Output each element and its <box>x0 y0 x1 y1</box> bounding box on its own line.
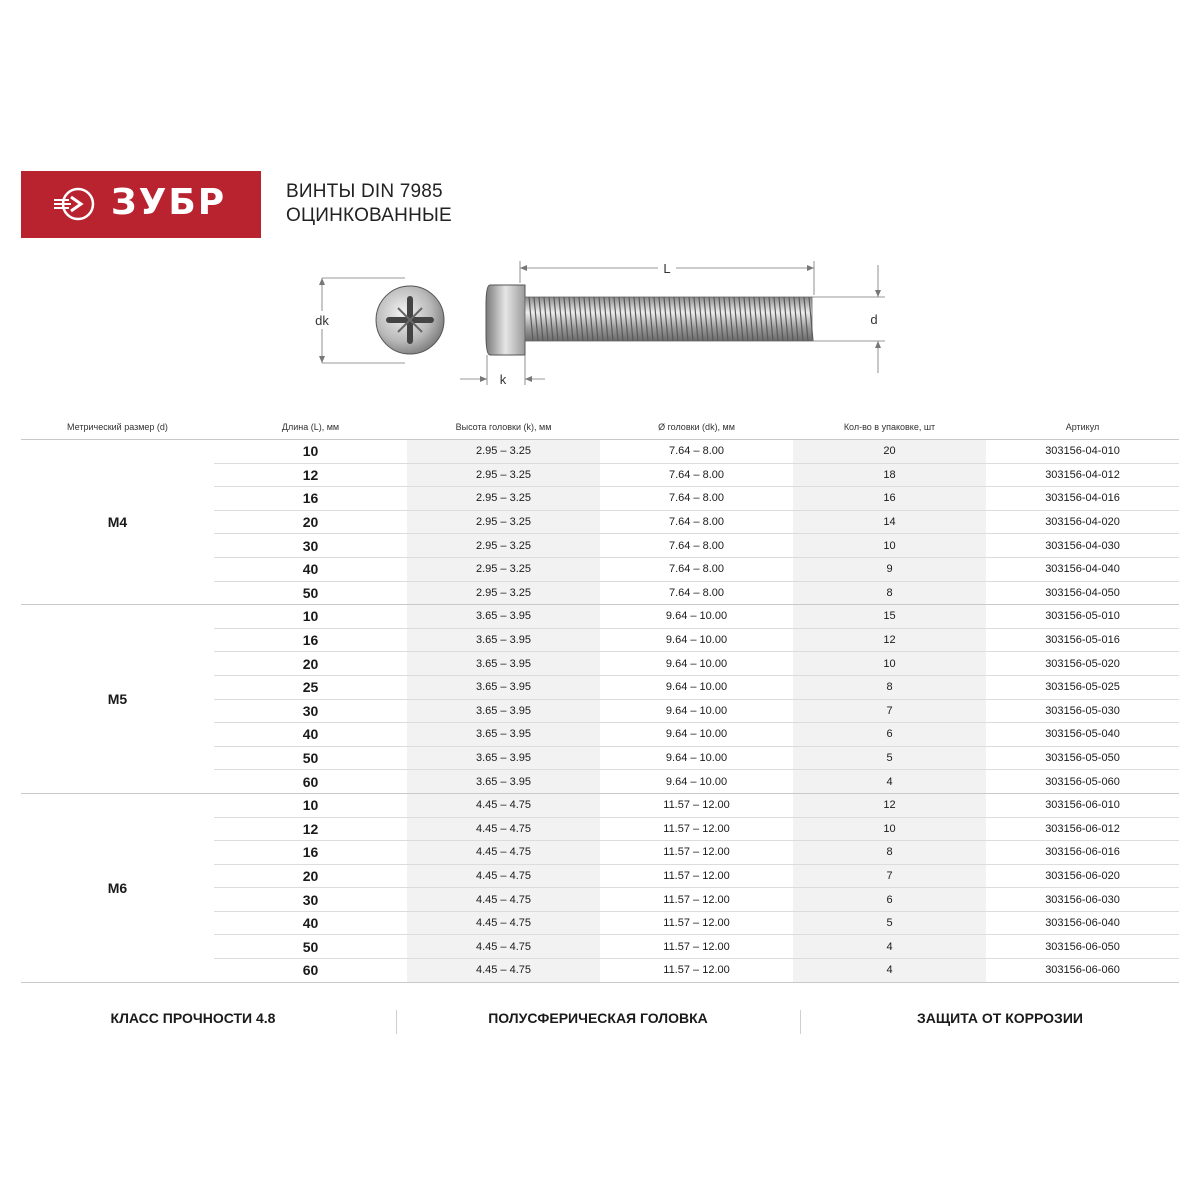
length-cell: 60 <box>302 962 319 979</box>
article-cell: 303156-05-060 <box>1045 775 1120 788</box>
table-row <box>214 582 1179 605</box>
screw-dimension-diagram <box>300 255 900 390</box>
length-cell: 10 <box>302 608 319 625</box>
head-height-cell: 3.65 – 3.95 <box>407 700 600 723</box>
article-cell: 303156-05-016 <box>1045 634 1120 647</box>
article-cell: 303156-04-016 <box>1045 492 1120 505</box>
length-cell: 40 <box>302 915 319 932</box>
head-diameter-cell: 11.57 – 12.00 <box>663 869 730 882</box>
pack-qty-cell: 10 <box>793 652 986 675</box>
table-row <box>214 605 1179 629</box>
pack-qty-cell: 14 <box>793 511 986 534</box>
table-row <box>214 700 1179 724</box>
head-diameter-cell: 11.57 – 12.00 <box>663 799 730 812</box>
head-diameter-cell: 7.64 – 8.00 <box>668 492 725 505</box>
table-row <box>214 794 1179 818</box>
length-cell: 16 <box>302 632 319 649</box>
head-height-cell: 4.45 – 4.75 <box>407 818 600 841</box>
head-height-cell: 4.45 – 4.75 <box>407 841 600 864</box>
head-diameter-cell: 9.64 – 10.00 <box>665 728 728 741</box>
head-diameter-cell: 7.64 – 8.00 <box>668 468 725 481</box>
pack-qty-cell: 12 <box>793 794 986 817</box>
length-cell: 20 <box>302 655 319 672</box>
head-diameter-cell: 9.64 – 10.00 <box>665 775 728 788</box>
head-height-cell: 3.65 – 3.95 <box>407 676 600 699</box>
length-cell: 50 <box>302 750 319 767</box>
head-diameter-cell: 11.57 – 12.00 <box>663 846 730 859</box>
article-cell: 303156-06-030 <box>1045 893 1120 906</box>
article-cell: 303156-04-050 <box>1045 586 1120 599</box>
head-height-cell: 3.65 – 3.95 <box>407 747 600 770</box>
article-cell: 303156-04-040 <box>1045 563 1120 576</box>
article-cell: 303156-06-010 <box>1045 799 1120 812</box>
length-cell: 12 <box>302 820 319 837</box>
head-diameter-cell: 9.64 – 10.00 <box>665 704 728 717</box>
length-cell: 16 <box>302 844 319 861</box>
head-diameter-cell: 9.64 – 10.00 <box>665 752 728 765</box>
article-cell: 303156-06-040 <box>1045 917 1120 930</box>
brand-name: ЗУБР <box>111 182 227 223</box>
pack-qty-cell: 16 <box>793 487 986 510</box>
pack-qty-cell: 4 <box>793 935 986 958</box>
metric-size-cell: M6 <box>107 879 128 896</box>
head-height-cell: 2.95 – 3.25 <box>407 440 600 463</box>
article-cell: 303156-04-030 <box>1045 539 1120 552</box>
header-head-diameter: Ø головки (dk), мм <box>658 422 735 432</box>
pack-qty-cell: 4 <box>793 770 986 793</box>
table-header <box>21 417 1179 440</box>
article-cell: 303156-05-020 <box>1045 657 1120 670</box>
head-height-cell: 3.65 – 3.95 <box>407 723 600 746</box>
table-row <box>214 511 1179 535</box>
l-label: L <box>663 261 671 276</box>
table-row <box>214 558 1179 582</box>
header-pack-qty: Кол-во в упаковке, шт <box>843 422 936 432</box>
pack-qty-cell: 12 <box>793 629 986 652</box>
article-cell: 303156-05-010 <box>1045 610 1120 623</box>
table-row <box>214 723 1179 747</box>
head-height-cell: 4.45 – 4.75 <box>407 912 600 935</box>
length-cell: 50 <box>302 584 319 601</box>
table-row <box>214 676 1179 700</box>
k-dimension <box>460 355 545 387</box>
length-cell: 16 <box>302 490 319 507</box>
length-cell: 20 <box>302 514 319 531</box>
header-head-height: Высота головки (k), мм <box>455 422 552 432</box>
table-row <box>214 464 1179 488</box>
head-height-cell: 2.95 – 3.25 <box>407 558 600 581</box>
screw-head-front-view <box>376 286 444 354</box>
article-cell: 303156-05-025 <box>1045 681 1120 694</box>
length-cell: 20 <box>302 867 319 884</box>
head-height-cell: 2.95 – 3.25 <box>407 487 600 510</box>
pack-qty-cell: 7 <box>793 865 986 888</box>
head-height-cell: 4.45 – 4.75 <box>407 935 600 958</box>
head-height-cell: 4.45 – 4.75 <box>407 888 600 911</box>
pack-qty-cell: 9 <box>793 558 986 581</box>
table-row <box>214 959 1179 982</box>
head-diameter-cell: 7.64 – 8.00 <box>668 586 725 599</box>
head-diameter-cell: 11.57 – 12.00 <box>663 964 730 977</box>
article-cell: 303156-05-030 <box>1045 704 1120 717</box>
article-cell: 303156-05-050 <box>1045 752 1120 765</box>
header-size: Метрический размер (d) <box>67 422 168 432</box>
article-cell: 303156-04-020 <box>1045 516 1120 529</box>
length-cell: 10 <box>302 797 319 814</box>
brand-logo <box>21 171 261 238</box>
pack-qty-cell: 5 <box>793 912 986 935</box>
head-diameter-cell: 7.64 – 8.00 <box>668 539 725 552</box>
pack-qty-cell: 10 <box>793 818 986 841</box>
article-cell: 303156-04-012 <box>1045 468 1120 481</box>
d-dimension <box>812 265 885 373</box>
head-diameter-cell: 9.64 – 10.00 <box>665 610 728 623</box>
article-cell: 303156-06-012 <box>1045 822 1120 835</box>
head-height-cell: 2.95 – 3.25 <box>407 534 600 557</box>
article-cell: 303156-05-040 <box>1045 728 1120 741</box>
head-height-cell: 4.45 – 4.75 <box>407 794 600 817</box>
length-cell: 60 <box>302 773 319 790</box>
feature-corrosion-protection: ЗАЩИТА ОТ КОРРОЗИИ <box>917 1010 1083 1026</box>
length-cell: 12 <box>302 466 319 483</box>
head-diameter-cell: 9.64 – 10.00 <box>665 634 728 647</box>
dk-label: dk <box>315 313 329 328</box>
metric-size-cell: M4 <box>107 514 128 531</box>
feature-head-type: ПОЛУСФЕРИЧЕСКАЯ ГОЛОВКА <box>488 1010 708 1026</box>
product-title <box>286 180 452 228</box>
head-height-cell: 2.95 – 3.25 <box>407 464 600 487</box>
head-diameter-cell: 11.57 – 12.00 <box>663 893 730 906</box>
pack-qty-cell: 4 <box>793 959 986 982</box>
article-cell: 303156-04-010 <box>1045 445 1120 458</box>
table-row <box>214 888 1179 912</box>
head-diameter-cell: 11.57 – 12.00 <box>663 917 730 930</box>
head-diameter-cell: 7.64 – 8.00 <box>668 563 725 576</box>
pack-qty-cell: 7 <box>793 700 986 723</box>
head-height-cell: 2.95 – 3.25 <box>407 582 600 605</box>
table-row <box>214 818 1179 842</box>
head-diameter-cell: 7.64 – 8.00 <box>668 516 725 529</box>
pack-qty-cell: 8 <box>793 841 986 864</box>
head-diameter-cell: 11.57 – 12.00 <box>663 822 730 835</box>
pack-qty-cell: 18 <box>793 464 986 487</box>
k-label: k <box>499 372 507 387</box>
d-label: d <box>870 312 878 327</box>
head-height-cell: 3.65 – 3.95 <box>407 605 600 628</box>
article-cell: 303156-06-020 <box>1045 869 1120 882</box>
product-title-line1: ВИНТЫ DIN 7985 <box>286 181 443 202</box>
length-cell: 30 <box>302 891 319 908</box>
size-group <box>21 440 1179 605</box>
table-row <box>214 440 1179 464</box>
head-height-cell: 4.45 – 4.75 <box>407 865 600 888</box>
length-cell: 40 <box>302 561 319 578</box>
pack-qty-cell: 10 <box>793 534 986 557</box>
size-group <box>21 794 1179 983</box>
head-diameter-cell: 9.64 – 10.00 <box>665 657 728 670</box>
table-row <box>214 841 1179 865</box>
head-diameter-cell: 7.64 – 8.00 <box>668 445 725 458</box>
pack-qty-cell: 5 <box>793 747 986 770</box>
head-diameter-cell: 9.64 – 10.00 <box>665 681 728 694</box>
head-diameter-cell: 11.57 – 12.00 <box>663 940 730 953</box>
product-title-line2: ОЦИНКОВАННЫЕ <box>286 205 452 226</box>
table-row <box>214 865 1179 889</box>
article-cell: 303156-06-050 <box>1045 940 1120 953</box>
article-cell: 303156-06-060 <box>1045 964 1120 977</box>
pack-qty-cell: 8 <box>793 676 986 699</box>
length-cell: 10 <box>302 443 319 460</box>
table-row <box>214 534 1179 558</box>
pack-qty-cell: 6 <box>793 723 986 746</box>
table-row <box>214 487 1179 511</box>
head-height-cell: 3.65 – 3.95 <box>407 652 600 675</box>
length-cell: 25 <box>302 679 319 696</box>
table-row <box>214 652 1179 676</box>
head-height-cell: 3.65 – 3.95 <box>407 629 600 652</box>
pack-qty-cell: 8 <box>793 582 986 605</box>
pack-qty-cell: 6 <box>793 888 986 911</box>
length-cell: 40 <box>302 726 319 743</box>
pack-qty-cell: 20 <box>793 440 986 463</box>
table-row <box>214 935 1179 959</box>
head-height-cell: 2.95 – 3.25 <box>407 511 600 534</box>
table-row <box>214 770 1179 793</box>
features-bar <box>0 1010 1200 1036</box>
table-row <box>214 629 1179 653</box>
specs-table <box>21 417 1179 983</box>
table-body <box>21 440 1179 983</box>
length-cell: 50 <box>302 938 319 955</box>
head-height-cell: 3.65 – 3.95 <box>407 770 600 793</box>
length-cell: 30 <box>302 537 319 554</box>
metric-size-cell: M5 <box>107 691 128 708</box>
pack-qty-cell: 15 <box>793 605 986 628</box>
article-cell: 303156-06-016 <box>1045 846 1120 859</box>
size-group <box>21 605 1179 794</box>
header-length: Длина (L), мм <box>281 422 340 432</box>
head-height-cell: 4.45 – 4.75 <box>407 959 600 982</box>
feature-strength-class: КЛАСС ПРОЧНОСТИ 4.8 <box>110 1010 276 1026</box>
header-article: Артикул <box>1065 422 1100 432</box>
table-row <box>214 747 1179 771</box>
screw-side-view <box>486 285 813 355</box>
l-dimension <box>520 259 814 295</box>
length-cell: 30 <box>302 702 319 719</box>
table-row <box>214 912 1179 936</box>
